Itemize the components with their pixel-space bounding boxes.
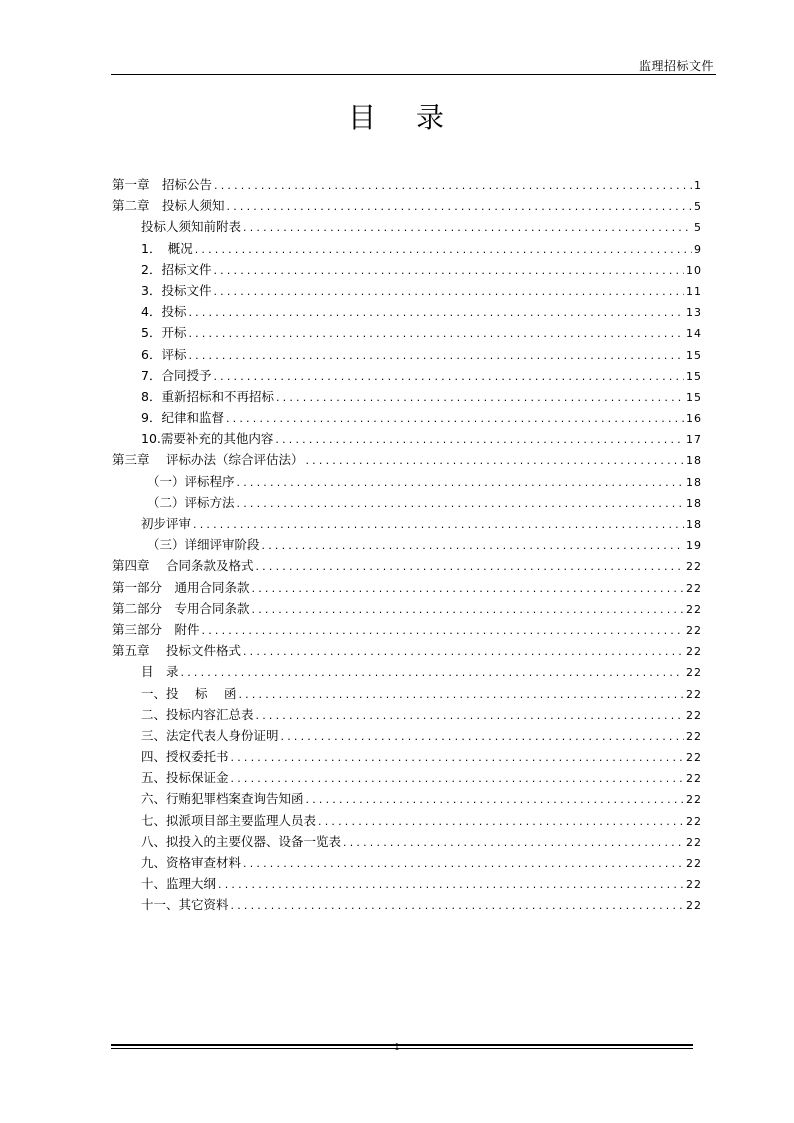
toc-entry[interactable]	[112, 407, 702, 428]
toc-entry-title: 九、资格审查材料	[141, 855, 242, 870]
toc-leader-dots	[213, 260, 684, 280]
toc-entry-page: 10	[686, 263, 702, 277]
toc-leader-dots	[281, 726, 684, 746]
toc-leader-dots	[305, 450, 684, 470]
toc-entry-title: 三、法定代表人身份证明	[141, 727, 279, 743]
toc-entry-title: （三）详细评审阶段	[147, 537, 260, 553]
toc-leader-dots	[227, 196, 692, 216]
toc-entry[interactable]	[112, 216, 702, 237]
toc-entry[interactable]	[112, 322, 702, 343]
toc-entry-page: 17	[686, 433, 702, 447]
toc-leader-dots	[181, 662, 684, 682]
toc-entry-title: 1． 概况	[141, 240, 193, 256]
toc-entry-page: 22	[686, 857, 702, 870]
page-title-char-2: 录	[416, 101, 447, 134]
toc-entry-title: 第二部分 专用合同条款	[112, 600, 250, 616]
toc-leader-dots	[195, 239, 692, 259]
toc-entry[interactable]	[112, 894, 702, 915]
toc-entry[interactable]	[112, 746, 702, 767]
toc-leader-dots	[226, 408, 684, 428]
toc-entry-page: 22	[686, 772, 702, 786]
toc-entry[interactable]	[112, 577, 702, 598]
toc-leader-dots	[237, 472, 684, 492]
toc-entry-title: 6．评标	[141, 346, 187, 362]
document-header-title: 监理招标文件	[638, 59, 714, 73]
toc-entry-page: 1	[694, 179, 702, 192]
toc-entry[interactable]	[112, 725, 702, 746]
toc-entry-page: 18	[686, 454, 702, 468]
toc-entry-title: 9．纪律和监督	[141, 410, 224, 426]
toc-leader-dots	[243, 853, 684, 873]
toc-entry-page: 22	[686, 729, 702, 743]
toc-leader-dots	[202, 620, 684, 640]
toc-leader-dots	[188, 302, 684, 322]
toc-entry[interactable]	[112, 810, 702, 831]
toc-entry-title: 初步评审	[141, 516, 192, 531]
toc-entry-title: 五、投标保证金	[141, 770, 229, 786]
toc-entry-title: 4．投标	[141, 304, 187, 320]
toc-entry[interactable]	[112, 471, 702, 492]
toc-entry[interactable]	[112, 704, 702, 725]
toc-entry-title: 3．投标文件	[141, 282, 212, 298]
toc-entry[interactable]	[112, 492, 702, 513]
toc-leader-dots	[213, 281, 684, 301]
toc-entry[interactable]	[112, 788, 702, 809]
toc-entry[interactable]	[112, 280, 702, 301]
toc-entry[interactable]	[112, 174, 702, 195]
toc-entry[interactable]	[112, 344, 702, 365]
toc-leader-dots	[231, 747, 684, 767]
toc-entry-title: 第一章 招标公告	[112, 177, 213, 192]
toc-entry-page: 22	[686, 899, 702, 913]
toc-entry[interactable]	[112, 238, 702, 259]
toc-entry[interactable]	[112, 661, 702, 682]
toc-entry[interactable]	[112, 513, 702, 534]
table-of-contents	[112, 174, 702, 916]
toc-leader-dots	[243, 217, 692, 237]
toc-entry[interactable]	[112, 555, 702, 576]
toc-leader-dots	[231, 768, 684, 788]
toc-entry-title: 七、拟派项目部主要监理人员表	[141, 812, 317, 828]
toc-entry-page: 22	[686, 623, 702, 637]
toc-leader-dots	[238, 684, 684, 704]
toc-entry[interactable]	[112, 428, 702, 449]
toc-entry[interactable]	[112, 534, 702, 555]
toc-leader-dots	[262, 535, 684, 555]
toc-entry-title: 目 录	[141, 664, 179, 680]
toc-entry[interactable]	[112, 386, 702, 407]
toc-entry[interactable]	[112, 767, 702, 788]
toc-entry-page: 13	[686, 306, 702, 320]
toc-leader-dots	[188, 345, 684, 365]
toc-entry-page: 22	[686, 560, 702, 574]
toc-entry-title: 2．招标文件	[141, 261, 212, 277]
toc-entry-title: 八、拟投入的主要仪器、设备一览表	[141, 833, 342, 849]
toc-entry-page: 16	[686, 412, 702, 426]
toc-leader-dots	[237, 493, 684, 513]
toc-entry-title: 四、授权委托书	[141, 749, 229, 765]
toc-entry[interactable]	[112, 259, 702, 280]
toc-entry-page: 22	[686, 793, 702, 807]
toc-entry-title: 六、行贿犯罪档案查询告知函	[141, 791, 304, 807]
toc-entry-title: 第四章 合同条款及格式	[112, 558, 254, 574]
page-title	[0, 96, 794, 136]
toc-entry[interactable]	[112, 619, 702, 640]
page-title-char-1: 目	[347, 101, 378, 134]
toc-leader-dots	[252, 578, 684, 598]
toc-entry-page: 14	[686, 327, 702, 341]
toc-entry-title: 第三部分 附件	[112, 621, 200, 637]
toc-entry-page: 9	[694, 242, 702, 256]
toc-entry-page: 19	[686, 539, 702, 553]
toc-leader-dots	[252, 599, 684, 619]
toc-entry-title: 二、投标内容汇总表	[141, 706, 254, 722]
toc-leader-dots	[231, 895, 684, 915]
toc-entry-page: 22	[686, 708, 702, 722]
toc-entry[interactable]	[112, 598, 702, 619]
toc-entry[interactable]	[112, 873, 702, 894]
toc-leader-dots	[306, 789, 684, 809]
toc-entry-page: 18	[686, 496, 702, 510]
toc-entry-page: 5	[694, 221, 702, 235]
toc-entry-title: 第二章 投标人须知	[112, 198, 225, 214]
toc-leader-dots	[276, 387, 684, 407]
toc-leader-dots	[188, 323, 684, 343]
toc-entry-title: 7．合同授予	[141, 367, 212, 383]
toc-leader-dots	[214, 175, 692, 195]
toc-leader-dots	[213, 366, 684, 386]
toc-entry[interactable]	[112, 195, 702, 216]
toc-entry-title: 十、监理大纲	[141, 876, 217, 892]
toc-entry-page: 18	[686, 475, 702, 489]
toc-entry-title: 一、投 标 函	[141, 685, 237, 701]
page-number: 1	[394, 1043, 400, 1053]
toc-entry-page: 22	[686, 581, 702, 595]
toc-entry-page: 22	[686, 814, 702, 828]
toc-entry[interactable]	[112, 683, 702, 704]
toc-entry-page: 18	[686, 518, 702, 531]
toc-entry-title: 第一部分 通用合同条款	[112, 579, 250, 595]
toc-leader-dots	[343, 832, 684, 852]
toc-entry-page: 11	[686, 284, 702, 298]
toc-entry-page: 15	[686, 348, 702, 362]
toc-entry[interactable]	[112, 852, 702, 873]
header-divider	[111, 74, 716, 75]
toc-entry[interactable]	[112, 365, 702, 386]
toc-leader-dots	[275, 429, 684, 449]
toc-entry-page: 22	[686, 602, 702, 616]
toc-entry[interactable]	[112, 831, 702, 852]
toc-entry-title: 第五章 投标文件格式	[112, 643, 241, 659]
toc-entry-page: 22	[686, 751, 702, 765]
toc-entry-title: 10.需要补充的其他内容	[141, 431, 274, 447]
toc-entry-title: 投标人须知前附表	[141, 219, 242, 235]
toc-entry-page: 5	[694, 200, 702, 214]
toc-entry-page: 15	[686, 390, 702, 404]
toc-leader-dots	[218, 874, 684, 894]
toc-entry-page: 15	[686, 369, 702, 383]
toc-entry-page: 22	[686, 835, 702, 849]
toc-entry-title: 第三章 评标办法（综合评估法）	[112, 452, 304, 468]
toc-leader-dots	[243, 641, 684, 661]
toc-entry-title: （一）评标程序	[147, 473, 235, 489]
toc-entry-page: 22	[686, 878, 702, 892]
toc-leader-dots	[318, 811, 684, 831]
toc-entry-page: 22	[686, 645, 702, 659]
toc-entry-page: 22	[686, 666, 702, 680]
toc-entry-title: （二）评标方法	[147, 494, 235, 510]
toc-leader-dots	[256, 705, 684, 725]
toc-entry-title: 8．重新招标和不再招标	[141, 388, 274, 404]
toc-leader-dots	[193, 514, 684, 534]
toc-entry-title: 5．开标	[141, 325, 187, 341]
toc-entry-page: 22	[686, 687, 702, 701]
toc-entry[interactable]	[112, 449, 702, 470]
toc-leader-dots	[255, 556, 684, 576]
toc-entry-title: 十一、其它资料	[141, 897, 229, 913]
toc-entry[interactable]	[112, 640, 702, 661]
toc-entry[interactable]	[112, 301, 702, 322]
